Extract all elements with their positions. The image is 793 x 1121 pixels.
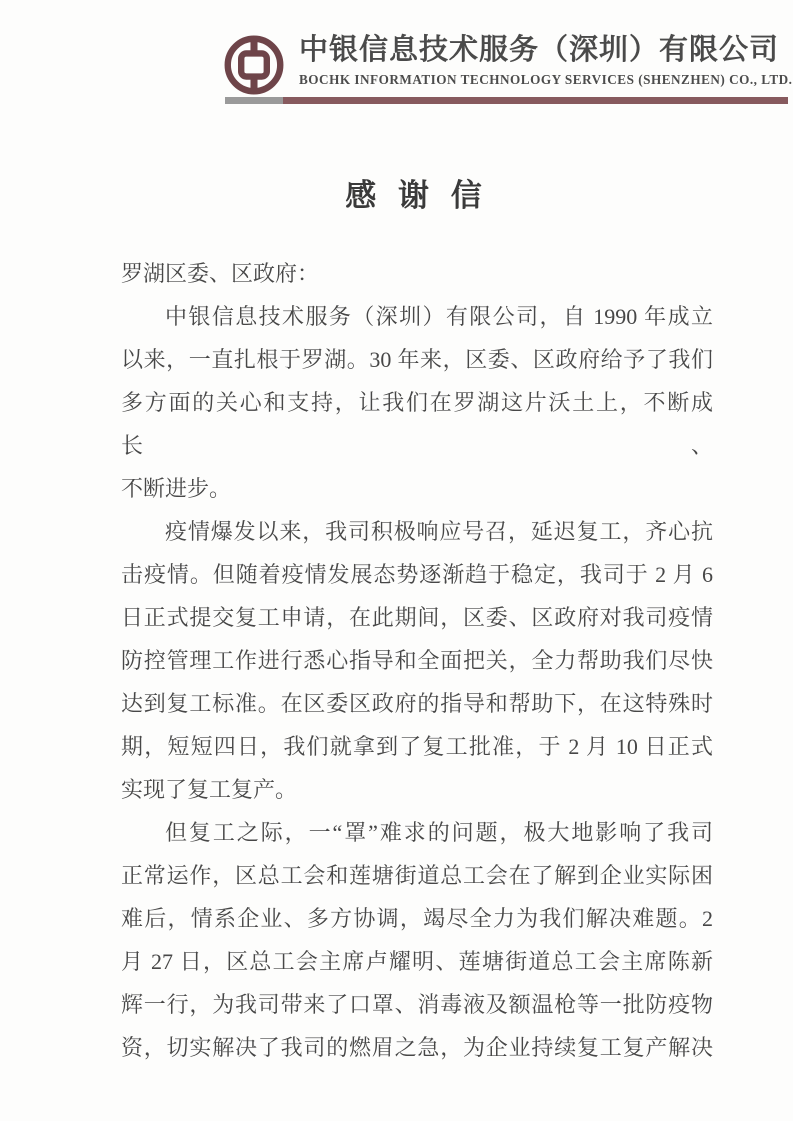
bank-of-china-logo-icon bbox=[222, 33, 286, 97]
body-line: 多方面的关心和支持，让我们在罗湖这片沃土上，不断成长、 bbox=[121, 390, 713, 458]
paragraph bbox=[121, 811, 713, 1069]
body-line: 月 27 日，区总工会主席卢耀明、莲塘街道总工会主席陈新 bbox=[121, 949, 713, 974]
body-line: 辉一行，为我司带来了口罩、消毒液及额温枪等一批防疫物 bbox=[121, 992, 713, 1017]
body-line: 不断进步。 bbox=[121, 476, 232, 501]
paragraph bbox=[121, 252, 713, 295]
company-name-zh: 中银信息技术服务（深圳）有限公司 bbox=[299, 34, 780, 66]
letter-title: 感 谢 信 bbox=[345, 178, 489, 213]
company-name-en: BOCHK INFORMATION TECHNOLOGY SERVICES (SHENZHEN) CO., LTD. bbox=[299, 72, 793, 87]
paragraph bbox=[121, 510, 713, 811]
body-line: 疫情爆发以来，我司积极响应号召，延迟复工，齐心抗 bbox=[165, 519, 713, 544]
body-line: 日正式提交复工申请，在此期间，区委、区政府对我司疫情 bbox=[121, 605, 713, 630]
body-line: 中银信息技术服务（深圳）有限公司，自 1990 年成立 bbox=[165, 304, 713, 329]
divider-gray-segment bbox=[225, 97, 283, 104]
body-line: 达到复工标准。在区委区政府的指导和帮助下，在这特殊时 bbox=[121, 691, 713, 716]
letterhead-divider bbox=[225, 97, 788, 104]
letterhead-text bbox=[299, 30, 792, 88]
body-line: 以来，一直扎根于罗湖。30 年来，区委、区政府给予了我们 bbox=[121, 347, 713, 372]
body-line: 罗湖区委、区政府： bbox=[121, 261, 320, 286]
paragraph bbox=[121, 295, 713, 510]
body-line: 资，切实解决了我司的燃眉之急，为企业持续复工复产解决 bbox=[121, 1035, 713, 1060]
body-line: 期，短短四日，我们就拿到了复工批准，于 2 月 10 日正式 bbox=[121, 734, 713, 759]
body-line: 正常运作，区总工会和莲塘街道总工会在了解到企业实际困 bbox=[121, 863, 713, 888]
body-line: 防控管理工作进行悉心指导和全面把关，全力帮助我们尽快 bbox=[121, 648, 713, 673]
body-line: 但复工之际，一“罩”难求的问题，极大地影响了我司 bbox=[165, 820, 713, 845]
letter-body bbox=[121, 252, 713, 1069]
divider-maroon-segment bbox=[283, 97, 788, 104]
letterhead bbox=[222, 30, 792, 97]
body-line: 击疫情。但随着疫情发展态势逐渐趋于稳定，我司于 2 月 6 bbox=[121, 562, 713, 587]
body-line: 难后，情系企业、多方协调，竭尽全力为我们解决难题。2 bbox=[121, 906, 713, 931]
body-line: 实现了复工复产。 bbox=[121, 777, 298, 802]
